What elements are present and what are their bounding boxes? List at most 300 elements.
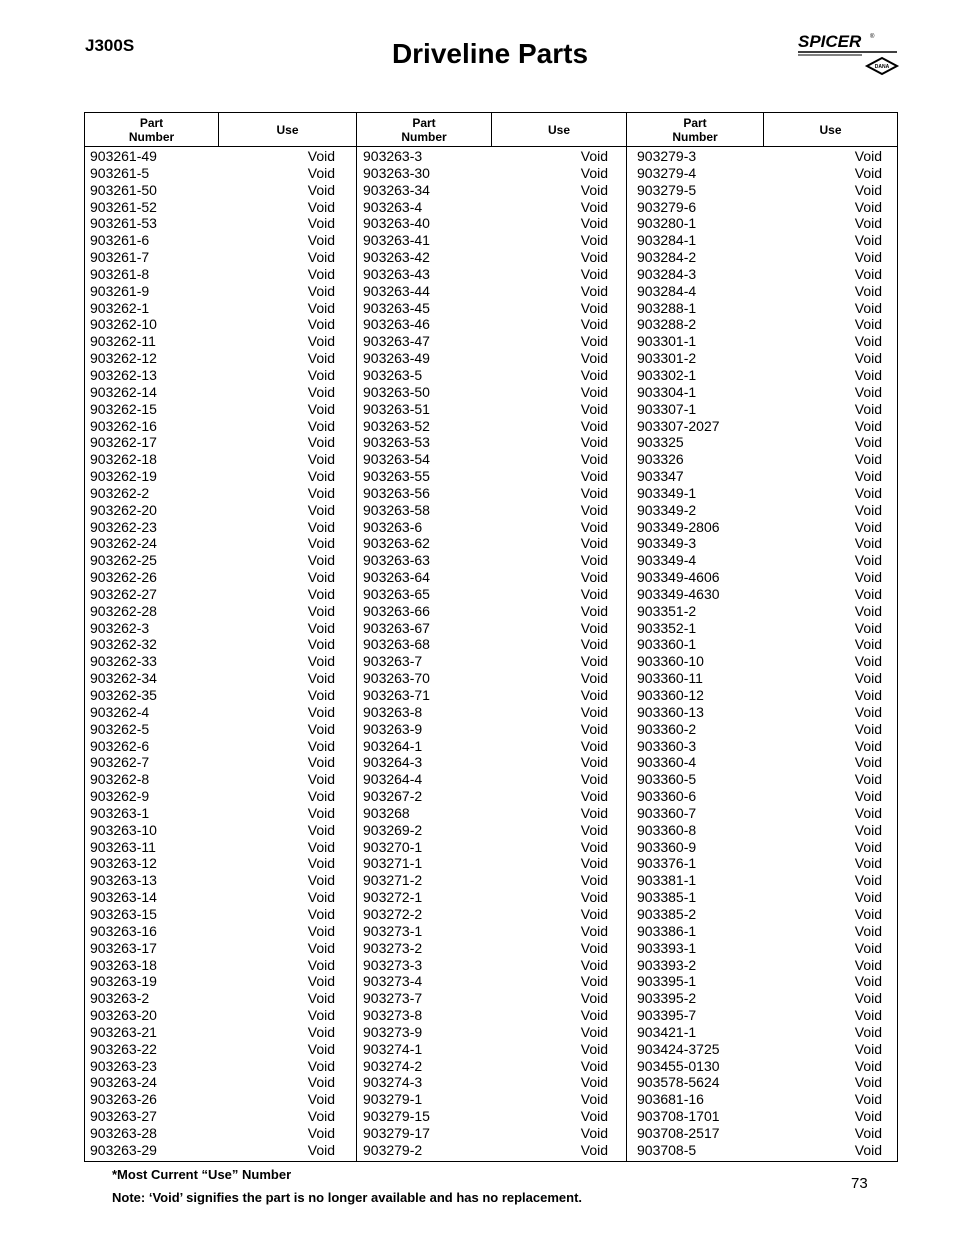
part-number-cell: 903263-24 (90, 1074, 157, 1091)
use-cell: Void (854, 905, 882, 922)
use-cell: Void (307, 552, 335, 569)
svg-text:DANA: DANA (874, 64, 890, 70)
table-row (358, 1024, 624, 1041)
table-row (632, 215, 898, 232)
table-row (358, 923, 624, 940)
part-number-cell: 903288-2 (637, 316, 697, 333)
table-row (85, 1041, 351, 1058)
part-number-cell: 903267-2 (363, 788, 423, 805)
table-row (358, 468, 624, 485)
use-cell: Void (854, 939, 882, 956)
part-number-cell: 903263-27 (90, 1108, 157, 1125)
use-cell: Void (580, 434, 608, 451)
table-row (632, 401, 898, 418)
table-row (632, 788, 898, 805)
table-row (85, 519, 351, 536)
table-row (632, 805, 898, 822)
part-number-cell: 903302-1 (637, 366, 697, 383)
table-row (85, 165, 351, 182)
table-row (85, 350, 351, 367)
table-row (85, 771, 351, 788)
use-cell: Void (307, 619, 335, 636)
part-number-cell: 903263-30 (363, 164, 430, 181)
table-row (358, 232, 624, 249)
table-row (632, 738, 898, 755)
table-row (85, 199, 351, 216)
table-row (85, 754, 351, 771)
use-cell: Void (307, 232, 335, 249)
part-number-cell: 903424-3725 (637, 1040, 720, 1057)
use-cell: Void (580, 939, 608, 956)
table-row (358, 418, 624, 435)
part-number-cell: 903262-7 (90, 754, 150, 771)
part-number-cell: 903360-1 (637, 636, 697, 653)
part-number-cell: 903263-66 (363, 602, 430, 619)
table-row (85, 333, 351, 350)
column-header-use: Use (547, 122, 570, 137)
table-row (632, 872, 898, 889)
part-number-cell: 903263-5 (363, 366, 423, 383)
part-number-cell: 903262-13 (90, 366, 157, 383)
table-row (358, 839, 624, 856)
part-number-cell: 903274-2 (363, 1057, 423, 1074)
table-row (358, 266, 624, 283)
part-number-cell: 903262-20 (90, 501, 157, 518)
use-cell: Void (580, 484, 608, 501)
use-cell: Void (307, 687, 335, 703)
table-row (85, 535, 351, 552)
use-cell: Void (307, 703, 335, 720)
use-cell: Void (854, 249, 882, 266)
table-row (358, 973, 624, 990)
table-row (358, 754, 624, 771)
column-header-part-number: Part Number (401, 115, 447, 144)
use-cell: Void (307, 889, 335, 906)
table-row (632, 519, 898, 536)
table-row (632, 1091, 898, 1108)
part-number-cell: 903349-1 (637, 484, 697, 501)
table-row (358, 300, 624, 317)
table-row (85, 552, 351, 569)
use-cell: Void (580, 905, 608, 922)
column-divider (763, 113, 764, 146)
table-row (632, 1041, 898, 1058)
table-row (632, 535, 898, 552)
part-number-cell: 903263-45 (363, 299, 430, 316)
part-number-cell: 903262-1 (90, 299, 150, 316)
part-number-cell: 903263-70 (363, 670, 430, 687)
table-row (85, 401, 351, 418)
table-row (358, 434, 624, 451)
table-row (632, 620, 898, 637)
use-cell: Void (307, 1074, 335, 1091)
column-divider (218, 113, 219, 146)
use-cell: Void (307, 468, 335, 485)
part-number-cell: 903273-7 (363, 990, 423, 1007)
table-row (85, 418, 351, 435)
use-cell: Void (854, 585, 882, 602)
table-row (358, 1041, 624, 1058)
use-cell: Void (580, 535, 608, 552)
table-row (632, 1024, 898, 1041)
table-row (358, 990, 624, 1007)
parts-column-1 (85, 148, 351, 1159)
table-row (632, 552, 898, 569)
part-number-cell: 903262-23 (90, 518, 157, 535)
part-number-cell: 903263-7 (363, 653, 423, 670)
use-cell: Void (854, 922, 882, 939)
use-cell: Void (854, 1023, 882, 1040)
use-cell: Void (307, 754, 335, 771)
part-number-cell: 903385-2 (637, 905, 697, 922)
table-row (632, 704, 898, 721)
part-number-cell: 903263-8 (363, 703, 423, 720)
table-row (632, 485, 898, 502)
use-cell: Void (307, 164, 335, 181)
use-cell: Void (307, 265, 335, 282)
part-number-cell: 903263-13 (90, 872, 157, 889)
use-cell: Void (580, 872, 608, 889)
column-header-use: Use (276, 122, 299, 137)
part-number-cell: 903349-4606 (637, 569, 720, 586)
table-row (358, 1074, 624, 1091)
table-row (358, 738, 624, 755)
table-row (85, 300, 351, 317)
table-row (632, 418, 898, 435)
table-row (632, 973, 898, 990)
table-row (632, 384, 898, 401)
use-cell: Void (854, 366, 882, 383)
table-row (85, 148, 351, 165)
table-row (85, 316, 351, 333)
part-number-cell: 903279-6 (637, 198, 697, 215)
use-cell: Void (580, 1141, 608, 1158)
part-number-cell: 903262-10 (90, 316, 157, 333)
parts-table (84, 112, 898, 1162)
part-number-cell: 903301-2 (637, 350, 697, 367)
part-number-cell: 903263-68 (363, 636, 430, 653)
use-cell: Void (854, 417, 882, 434)
use-cell: Void (580, 552, 608, 569)
table-row (358, 1007, 624, 1024)
use-cell: Void (580, 215, 608, 232)
table-row (632, 249, 898, 266)
use-cell: Void (580, 653, 608, 670)
use-cell: Void (580, 383, 608, 400)
table-row (632, 721, 898, 738)
part-number-cell: 903352-1 (637, 619, 697, 636)
part-number-cell: 903261-5 (90, 164, 150, 181)
use-cell: Void (854, 619, 882, 636)
use-cell: Void (854, 754, 882, 771)
use-cell: Void (580, 501, 608, 518)
part-number-cell: 903262-9 (90, 788, 150, 805)
part-number-cell: 903360-13 (637, 703, 704, 720)
part-number-cell: 903264-3 (363, 754, 423, 771)
table-row (632, 940, 898, 957)
part-number-cell: 903263-34 (363, 181, 430, 198)
use-cell: Void (307, 636, 335, 653)
use-cell: Void (307, 451, 335, 468)
table-row (632, 923, 898, 940)
part-number-cell: 903288-1 (637, 299, 697, 316)
part-number-cell: 903279-1 (363, 1091, 423, 1108)
table-row (358, 957, 624, 974)
use-cell: Void (854, 232, 882, 249)
table-row (632, 1058, 898, 1075)
table-row (358, 586, 624, 603)
part-number-cell: 903279-17 (363, 1124, 430, 1141)
use-cell: Void (580, 1074, 608, 1091)
use-cell: Void (307, 484, 335, 501)
table-row (358, 1142, 624, 1159)
use-cell: Void (854, 636, 882, 653)
column-header-part-number: Part Number (672, 115, 718, 144)
table-row (632, 316, 898, 333)
part-number-cell: 903262-12 (90, 350, 157, 367)
part-number-cell: 903360-7 (637, 804, 697, 821)
part-number-cell: 903262-27 (90, 585, 157, 602)
part-number-cell: 903263-22 (90, 1040, 157, 1057)
part-number-cell: 903708-2517 (637, 1124, 720, 1141)
table-row (358, 451, 624, 468)
part-number-cell: 903262-14 (90, 383, 157, 400)
page-number: 73 (851, 1175, 868, 1192)
use-cell: Void (580, 316, 608, 333)
table-row (632, 1108, 898, 1125)
use-cell: Void (854, 434, 882, 451)
table-row (358, 535, 624, 552)
part-number-cell: 903261-7 (90, 249, 150, 266)
part-number-cell: 903349-4630 (637, 585, 720, 602)
use-cell: Void (854, 872, 882, 889)
use-cell: Void (580, 771, 608, 788)
table-row (358, 1125, 624, 1142)
part-number-cell: 903262-24 (90, 535, 157, 552)
part-number-cell: 903307-1 (637, 400, 697, 417)
part-number-cell: 903421-1 (637, 1023, 697, 1040)
use-cell: Void (307, 771, 335, 788)
use-cell: Void (580, 333, 608, 350)
part-number-cell: 903360-11 (637, 670, 703, 687)
table-row (358, 283, 624, 300)
part-number-cell: 903280-1 (637, 215, 697, 232)
use-cell: Void (854, 299, 882, 316)
use-cell: Void (307, 1108, 335, 1125)
use-cell: Void (580, 754, 608, 771)
part-number-cell: 903262-26 (90, 569, 157, 586)
table-row (358, 569, 624, 586)
table-row (85, 283, 351, 300)
table-row (85, 1058, 351, 1075)
part-number-cell: 903284-4 (637, 282, 697, 299)
table-row (632, 199, 898, 216)
table-row (85, 670, 351, 687)
use-cell: Void (580, 619, 608, 636)
table-row (358, 620, 624, 637)
table-row (85, 990, 351, 1007)
part-number-cell: 903455-0130 (637, 1057, 720, 1074)
part-number-cell: 903360-6 (637, 788, 697, 805)
part-number-cell: 903263-67 (363, 619, 430, 636)
table-row (632, 586, 898, 603)
part-number-cell: 903273-4 (363, 973, 423, 990)
table-row (632, 754, 898, 771)
use-cell: Void (580, 1023, 608, 1040)
part-number-cell: 903263-12 (90, 855, 157, 872)
use-cell: Void (580, 956, 608, 973)
part-number-cell: 903263-65 (363, 585, 430, 602)
use-cell: Void (307, 1007, 335, 1024)
use-cell: Void (854, 215, 882, 232)
footnote-void-note: Note: ‘Void’ signifies the part is no longer available and has no replacement. (112, 1190, 583, 1205)
table-row (632, 1074, 898, 1091)
table-row (85, 485, 351, 502)
part-number-cell: 903262-34 (90, 670, 157, 687)
part-number-cell: 903264-1 (363, 737, 423, 754)
part-number-cell: 903274-1 (363, 1040, 423, 1057)
part-number-cell: 903262-32 (90, 636, 157, 653)
part-number-cell: 903263-53 (363, 434, 430, 451)
use-cell: Void (854, 1091, 882, 1108)
use-cell: Void (854, 282, 882, 299)
part-number-cell: 903360-10 (637, 653, 704, 670)
part-number-cell: 903360-12 (637, 687, 704, 703)
use-cell: Void (307, 400, 335, 417)
table-row (85, 923, 351, 940)
part-number-cell: 903263-43 (363, 265, 430, 282)
table-row (358, 670, 624, 687)
use-cell: Void (854, 1057, 882, 1074)
table-row (358, 249, 624, 266)
part-number-cell: 903263-64 (363, 569, 430, 586)
table-row (85, 215, 351, 232)
use-cell: Void (854, 670, 882, 687)
column-header-part-number: Part Number (128, 115, 175, 144)
table-row (85, 1024, 351, 1041)
table-row (85, 721, 351, 738)
part-number-cell: 903263-62 (363, 535, 430, 552)
part-number-cell: 903681-16 (637, 1091, 704, 1108)
part-number-cell: 903263-49 (363, 350, 430, 367)
use-cell: Void (854, 1074, 882, 1091)
use-cell: Void (580, 636, 608, 653)
table-row (632, 1125, 898, 1142)
table-row (632, 367, 898, 384)
use-cell: Void (854, 1141, 882, 1158)
table-row (358, 350, 624, 367)
use-cell: Void (854, 552, 882, 569)
part-number-cell: 903360-5 (637, 771, 697, 788)
use-cell: Void (307, 366, 335, 383)
use-cell: Void (854, 569, 882, 586)
part-number-cell: 903263-14 (90, 889, 157, 906)
table-row (85, 805, 351, 822)
table-row (358, 805, 624, 822)
table-row (85, 889, 351, 906)
use-cell: Void (580, 1007, 608, 1024)
use-cell: Void (580, 232, 608, 249)
table-row (85, 855, 351, 872)
use-cell: Void (580, 1091, 608, 1108)
part-number-cell: 903386-1 (637, 922, 697, 939)
table-row (358, 603, 624, 620)
table-row (85, 839, 351, 856)
group-divider (356, 113, 357, 1161)
part-number-cell: 903360-9 (637, 838, 697, 855)
use-cell: Void (854, 821, 882, 838)
use-cell: Void (854, 333, 882, 350)
table-row (632, 822, 898, 839)
part-number-cell: 903261-8 (90, 265, 150, 282)
table-row (358, 182, 624, 199)
part-number-cell: 903262-4 (90, 703, 150, 720)
use-cell: Void (307, 417, 335, 434)
part-number-cell: 903261-50 (90, 181, 157, 198)
part-number-cell: 903304-1 (637, 383, 697, 400)
part-number-cell: 903272-1 (363, 889, 423, 906)
part-number-cell: 903263-58 (363, 501, 430, 518)
table-row (632, 653, 898, 670)
table-row (85, 451, 351, 468)
table-row (85, 788, 351, 805)
table-row (358, 653, 624, 670)
table-row (358, 1108, 624, 1125)
table-row (632, 165, 898, 182)
table-row (632, 434, 898, 451)
table-row (632, 636, 898, 653)
use-cell: Void (580, 838, 608, 855)
table-row (85, 367, 351, 384)
part-number-cell: 903263-50 (363, 383, 430, 400)
table-row (358, 771, 624, 788)
table-row (632, 1007, 898, 1024)
table-row (85, 266, 351, 283)
use-cell: Void (580, 737, 608, 754)
use-cell: Void (580, 249, 608, 266)
use-cell: Void (854, 484, 882, 501)
part-number-cell: 903273-1 (363, 922, 423, 939)
part-number-cell: 903385-1 (637, 889, 697, 906)
part-number-cell: 903262-33 (90, 653, 157, 670)
use-cell: Void (580, 451, 608, 468)
table-row (85, 502, 351, 519)
part-number-cell: 903349-3 (637, 535, 697, 552)
use-cell: Void (580, 265, 608, 282)
part-number-cell: 903262-6 (90, 737, 150, 754)
table-row (632, 990, 898, 1007)
use-cell: Void (307, 569, 335, 586)
table-row (632, 1142, 898, 1159)
table-row (85, 636, 351, 653)
use-cell: Void (580, 1108, 608, 1125)
use-cell: Void (307, 148, 335, 164)
part-number-cell: 903262-19 (90, 468, 157, 485)
use-cell: Void (307, 316, 335, 333)
table-row (85, 906, 351, 923)
table-row (632, 771, 898, 788)
use-cell: Void (580, 299, 608, 316)
use-cell: Void (854, 804, 882, 821)
part-number-cell: 903393-1 (637, 939, 697, 956)
table-row (358, 401, 624, 418)
use-cell: Void (580, 990, 608, 1007)
part-number-cell: 903263-55 (363, 468, 430, 485)
table-row (632, 266, 898, 283)
part-number-cell: 903263-18 (90, 956, 157, 973)
use-cell: Void (580, 366, 608, 383)
table-row (358, 822, 624, 839)
